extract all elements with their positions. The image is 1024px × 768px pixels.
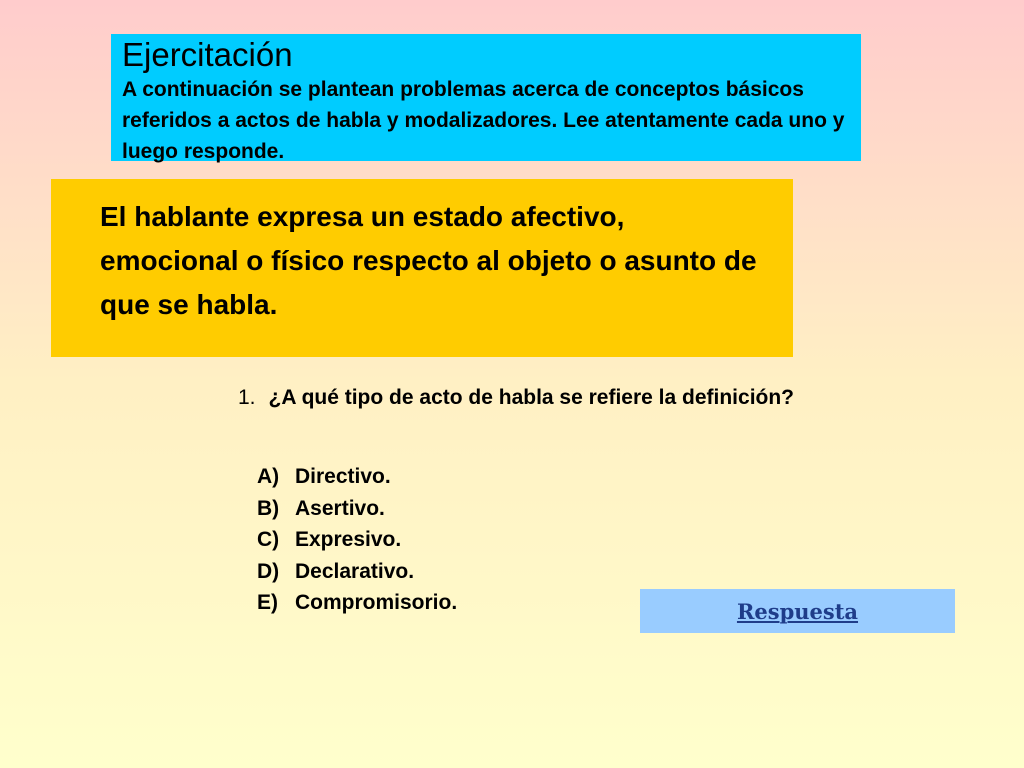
option-letter: E) bbox=[257, 591, 278, 614]
option-letter: A) bbox=[257, 465, 280, 488]
question bbox=[238, 383, 794, 413]
page-title: Ejercitación bbox=[122, 36, 293, 73]
option-text: Directivo. bbox=[295, 465, 391, 488]
option-c bbox=[257, 524, 457, 556]
definition-panel bbox=[51, 179, 793, 357]
option-letter: C) bbox=[257, 528, 280, 551]
question-number: 1. bbox=[238, 386, 256, 409]
instructions-panel bbox=[111, 34, 861, 161]
option-text: Declarativo. bbox=[295, 559, 415, 583]
answer-options-list bbox=[257, 461, 457, 619]
option-e bbox=[257, 587, 457, 619]
instructions-text: A continuación se plantean problemas acerca de conceptos básicos referidos a actos de habla y modalizadores. Lee atentamente cada uno y luego responde. bbox=[122, 78, 845, 163]
option-text: Expresivo. bbox=[295, 528, 402, 551]
option-b bbox=[257, 493, 457, 525]
definition-text: El hablante expresa un estado afectivo, emocional o físico respecto al objeto o asunto de que se habla. bbox=[100, 201, 757, 320]
question-text: ¿A qué tipo de acto de habla se refiere la definición? bbox=[268, 386, 795, 409]
option-a bbox=[257, 461, 457, 493]
option-letter: D) bbox=[257, 559, 280, 583]
answer-button[interactable] bbox=[640, 589, 955, 633]
answer-link[interactable]: Respuesta bbox=[736, 598, 859, 624]
option-text: Compromisorio. bbox=[295, 591, 458, 614]
option-letter: B) bbox=[257, 496, 280, 520]
option-d bbox=[257, 556, 457, 588]
option-text: Asertivo. bbox=[295, 496, 385, 520]
